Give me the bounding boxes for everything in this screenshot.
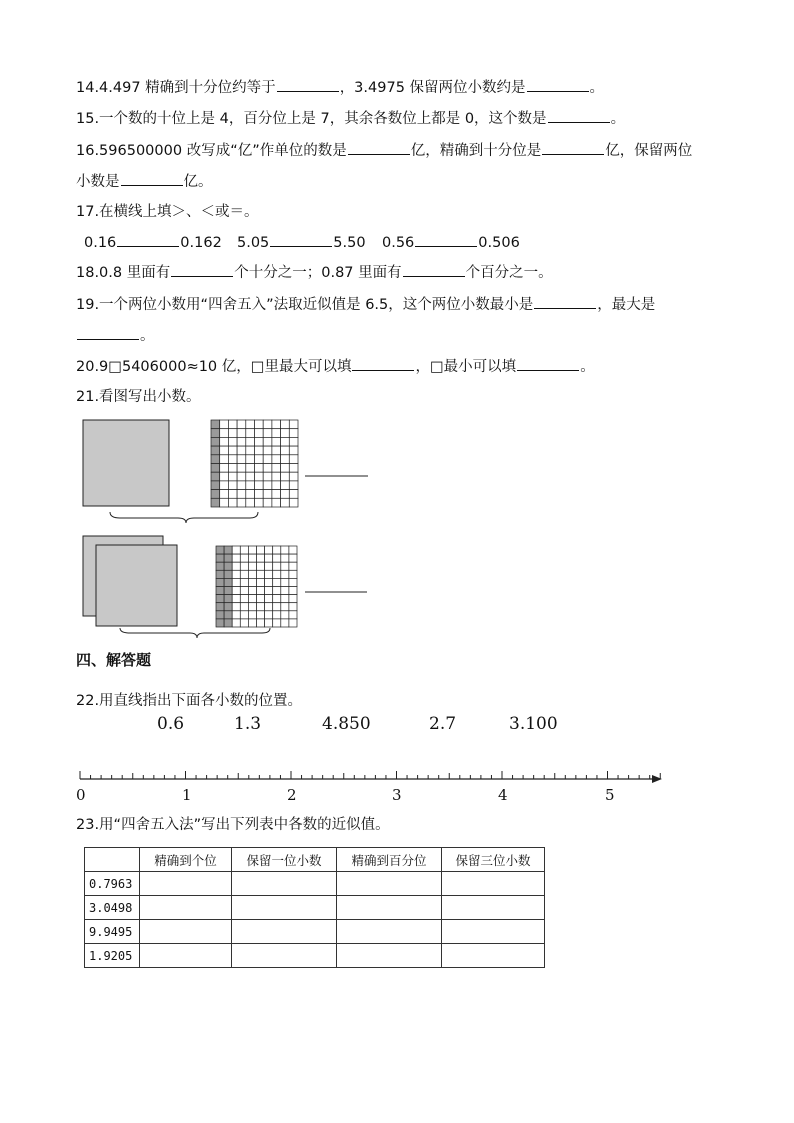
grid-cell xyxy=(228,429,237,438)
grid-cell xyxy=(237,481,246,490)
grid-cell xyxy=(232,611,240,619)
grid-cell xyxy=(224,619,232,627)
grid-cell xyxy=(220,481,229,490)
brace xyxy=(120,628,270,638)
q14-text-b: ，3.4975 保留两位小数约是 xyxy=(339,80,526,96)
answer-cell[interactable] xyxy=(442,872,545,896)
grid-cell xyxy=(257,578,265,586)
grid-cell xyxy=(237,437,246,446)
grid-cell xyxy=(263,490,272,499)
grid-cell xyxy=(265,546,273,554)
grid-cell xyxy=(257,570,265,578)
hundred-grid xyxy=(216,546,297,627)
grid-cell xyxy=(281,578,289,586)
grid-cell xyxy=(273,546,281,554)
answer-cell[interactable] xyxy=(140,896,232,920)
grid-cell xyxy=(228,464,237,473)
axis-label: 2 xyxy=(287,786,297,804)
grid-cell xyxy=(220,446,229,455)
grid-cell xyxy=(237,429,246,438)
answer-cell[interactable] xyxy=(232,896,337,920)
grid-cell xyxy=(216,619,224,627)
grid-cell xyxy=(246,429,255,438)
grid-cell xyxy=(289,570,297,578)
axis-label: 5 xyxy=(605,786,615,804)
q16-text-d: 小数是 xyxy=(76,174,120,190)
grid-cell xyxy=(272,420,281,429)
table-header: 保留一位小数 xyxy=(232,848,337,872)
q16-text-c: 亿，保留两位 xyxy=(605,143,693,159)
grid-cell xyxy=(273,554,281,562)
grid-cell xyxy=(248,546,256,554)
grid-cell xyxy=(289,498,298,507)
answer-cell[interactable] xyxy=(140,944,232,968)
grid-cell xyxy=(240,546,248,554)
grid-cell xyxy=(281,619,289,627)
grid-cell xyxy=(248,595,256,603)
row-value: 3.0498 xyxy=(85,896,140,920)
grid-cell xyxy=(237,420,246,429)
grid-cell xyxy=(289,490,298,499)
grid-cell xyxy=(281,587,289,595)
grid-cell xyxy=(272,464,281,473)
grid-cell xyxy=(263,455,272,464)
row-value: 1.9205 xyxy=(85,944,140,968)
grid-cell xyxy=(248,611,256,619)
grid-cell xyxy=(265,595,273,603)
grid-cell xyxy=(220,455,229,464)
grid-cell xyxy=(272,490,281,499)
grid-cell xyxy=(289,546,297,554)
grid-cell xyxy=(237,490,246,499)
grid-cell xyxy=(211,455,220,464)
grid-cell xyxy=(246,472,255,481)
q21-title: 21.看图写出小数。 xyxy=(76,389,201,405)
grid-cell xyxy=(255,472,264,481)
q20-text-c: 。 xyxy=(580,359,595,375)
q14-text-c: 。 xyxy=(589,80,605,96)
q19-text-a: 19.一个两位小数用“四舍五入”法取近似值是 6.5，这个两位小数最小是 xyxy=(76,297,534,313)
table-row xyxy=(85,896,545,920)
grid-cell xyxy=(211,498,220,507)
grid-cell xyxy=(232,603,240,611)
grid-cell xyxy=(265,570,273,578)
grid-cell xyxy=(237,472,246,481)
grid-cell xyxy=(255,420,264,429)
grid-cell xyxy=(257,619,265,627)
q15-text-b: 。 xyxy=(610,111,626,127)
section-title xyxy=(76,650,151,670)
decimal-number: 2.7 xyxy=(429,714,457,734)
grid-cell xyxy=(240,570,248,578)
grid-cell xyxy=(263,498,272,507)
q18-text-c: 个百分之一。 xyxy=(465,265,553,281)
grid-cell xyxy=(237,464,246,473)
grid-cell xyxy=(216,570,224,578)
table-header-row xyxy=(85,848,545,872)
grid-cell xyxy=(232,554,240,562)
grid-cell xyxy=(220,429,229,438)
grid-cell xyxy=(232,570,240,578)
grid-cell xyxy=(211,464,220,473)
grid-cell xyxy=(246,490,255,499)
approximation-table xyxy=(84,847,545,968)
grid-cell xyxy=(216,603,224,611)
grid-cell xyxy=(257,587,265,595)
grid-cell xyxy=(289,603,297,611)
grid-cell xyxy=(289,611,297,619)
grid-cell xyxy=(255,437,264,446)
grid-cell xyxy=(273,611,281,619)
q23-title: 23.用“四舍五入法”写出下列表中各数的近似值。 xyxy=(76,817,390,833)
number-line xyxy=(80,771,662,783)
grid-cell xyxy=(263,472,272,481)
q19-text-c: 。 xyxy=(140,328,155,344)
grid-cell xyxy=(248,570,256,578)
grid-cell xyxy=(220,498,229,507)
grid-cell xyxy=(216,587,224,595)
grid-cell xyxy=(211,446,220,455)
answer-cell[interactable] xyxy=(442,944,545,968)
grid-cell xyxy=(289,562,297,570)
grid-cell xyxy=(240,595,248,603)
grid-cell xyxy=(263,437,272,446)
answer-cell[interactable] xyxy=(232,872,337,896)
grid-cell xyxy=(211,490,220,499)
grid-cell xyxy=(224,570,232,578)
grid-cell xyxy=(255,464,264,473)
grid-cell xyxy=(232,546,240,554)
grid-cell xyxy=(289,420,298,429)
axis-label: 1 xyxy=(182,786,192,804)
grid-cell xyxy=(224,611,232,619)
grid-cell xyxy=(263,420,272,429)
grid-cell xyxy=(246,455,255,464)
grid-cell xyxy=(248,554,256,562)
grid-cell xyxy=(281,562,289,570)
grid-cell xyxy=(272,498,281,507)
grid-cell xyxy=(281,446,290,455)
grid-cell xyxy=(246,437,255,446)
compare-left: 5.05 xyxy=(237,235,270,251)
compare-right: 0.162 xyxy=(180,235,222,251)
grid-cell xyxy=(216,554,224,562)
grid-cell xyxy=(273,562,281,570)
grid-cell xyxy=(220,437,229,446)
grid-cell xyxy=(211,481,220,490)
grid-cell xyxy=(228,472,237,481)
grid-cell xyxy=(257,546,265,554)
table-header: 保留三位小数 xyxy=(442,848,545,872)
table-header: 精确到个位 xyxy=(140,848,232,872)
grid-cell xyxy=(265,562,273,570)
q18-text-a: 18.0.8 里面有 xyxy=(76,265,171,281)
question-22 xyxy=(76,691,302,711)
decimal-number: 4.850 xyxy=(322,714,371,734)
table-header xyxy=(85,848,140,872)
grid-cell xyxy=(281,603,289,611)
grid-cell xyxy=(216,595,224,603)
full-square xyxy=(83,420,169,506)
grid-cell xyxy=(289,464,298,473)
q20-text-a: 20.9□5406000≈10 亿，□里最大可以填 xyxy=(76,359,352,375)
grid-cell xyxy=(224,587,232,595)
grid-cell xyxy=(224,562,232,570)
grid-cell xyxy=(281,455,290,464)
grid-cell xyxy=(263,464,272,473)
compare-right: 0.506 xyxy=(478,235,520,251)
grid-cell xyxy=(255,446,264,455)
grid-cell xyxy=(289,595,297,603)
grid-cell xyxy=(281,472,290,481)
grid-cell xyxy=(281,429,290,438)
grid-cell xyxy=(257,603,265,611)
compare-right: 5.50 xyxy=(333,235,366,251)
grid-cell xyxy=(265,554,273,562)
grid-cell xyxy=(224,578,232,586)
grid-cell xyxy=(232,595,240,603)
table-row xyxy=(85,920,545,944)
section-title-text: 四、解答题 xyxy=(76,651,152,669)
grid-cell xyxy=(220,472,229,481)
q16-text-e: 亿。 xyxy=(183,174,213,190)
grid-cell xyxy=(211,429,220,438)
grid-cell xyxy=(228,420,237,429)
grid-cell xyxy=(263,446,272,455)
grid-cell xyxy=(281,570,289,578)
grid-cell xyxy=(289,578,297,586)
grid-cell xyxy=(281,595,289,603)
grid-cell xyxy=(216,611,224,619)
grid-cell xyxy=(232,587,240,595)
grid-cell xyxy=(289,472,298,481)
q17-title: 17.在横线上填＞、＜或＝。 xyxy=(76,204,259,220)
answer-cell[interactable] xyxy=(337,920,442,944)
grid-cell xyxy=(265,603,273,611)
grid-cell xyxy=(216,546,224,554)
decimal-number: 0.6 xyxy=(157,714,185,734)
grid-cell xyxy=(257,611,265,619)
grid-cell xyxy=(281,546,289,554)
compare-left: 0.56 xyxy=(382,235,415,251)
grid-cell xyxy=(246,498,255,507)
grid-cell xyxy=(228,498,237,507)
row-value: 0.7963 xyxy=(85,872,140,896)
grid-cell xyxy=(289,619,297,627)
grid-cell xyxy=(257,554,265,562)
answer-cell[interactable] xyxy=(140,872,232,896)
q20-text-b: ，□最小可以填 xyxy=(415,359,517,375)
axis-label: 0 xyxy=(76,786,86,804)
table-header: 精确到百分位 xyxy=(337,848,442,872)
grid-cell xyxy=(289,481,298,490)
answer-cell[interactable] xyxy=(337,896,442,920)
q18-text-b: 个十分之一；0.87 里面有 xyxy=(234,265,402,281)
grid-cell xyxy=(232,562,240,570)
q22-title: 22.用直线指出下面各小数的位置。 xyxy=(76,693,303,709)
grid-cell xyxy=(257,595,265,603)
grid-cell xyxy=(273,595,281,603)
grid-cell xyxy=(246,464,255,473)
grid-cell xyxy=(240,619,248,627)
grid-cell xyxy=(248,619,256,627)
grid-cell xyxy=(232,619,240,627)
answer-cell[interactable] xyxy=(337,872,442,896)
grid-cell xyxy=(240,562,248,570)
grid-cell xyxy=(246,446,255,455)
grid-cell xyxy=(255,455,264,464)
grid-cell xyxy=(263,481,272,490)
grid-cell xyxy=(289,437,298,446)
grid-cell xyxy=(246,481,255,490)
grid-cell xyxy=(224,554,232,562)
grid-cell xyxy=(281,611,289,619)
grid-cell xyxy=(224,546,232,554)
grid-cell xyxy=(228,455,237,464)
grid-cell xyxy=(211,472,220,481)
answer-cell[interactable] xyxy=(140,920,232,944)
brace xyxy=(110,512,258,523)
row-value: 9.9495 xyxy=(85,920,140,944)
grid-cell xyxy=(228,481,237,490)
grid-cell xyxy=(281,481,290,490)
grid-cell xyxy=(228,437,237,446)
grid-cell xyxy=(265,587,273,595)
grid-cell xyxy=(272,437,281,446)
grid-cell xyxy=(289,587,297,595)
grid-cell xyxy=(272,472,281,481)
grid-cell xyxy=(281,437,290,446)
grid-cell xyxy=(255,490,264,499)
q15-text-a: 15.一个数的十位上是 4，百分位上是 7，其余各数位上都是 0，这个数是 xyxy=(76,111,547,127)
grid-cell xyxy=(273,619,281,627)
grid-cell xyxy=(281,420,290,429)
grid-cell xyxy=(273,570,281,578)
decimal-number: 3.100 xyxy=(509,714,558,734)
answer-cell[interactable] xyxy=(442,920,545,944)
grid-cell xyxy=(272,481,281,490)
grid-cell xyxy=(228,446,237,455)
grid-cell xyxy=(211,420,220,429)
compare-left: 0.16 xyxy=(84,235,117,251)
grid-cell xyxy=(232,578,240,586)
grid-cell xyxy=(220,464,229,473)
grid-cell xyxy=(228,490,237,499)
grid-cell xyxy=(273,603,281,611)
grid-cell xyxy=(255,429,264,438)
grid-cell xyxy=(289,446,298,455)
answer-cell[interactable] xyxy=(442,896,545,920)
axis-label: 4 xyxy=(498,786,508,804)
grid-cell xyxy=(248,587,256,595)
grid-cell xyxy=(289,429,298,438)
grid-cell xyxy=(281,464,290,473)
answer-cell[interactable] xyxy=(232,920,337,944)
grid-cell xyxy=(248,603,256,611)
grid-cell xyxy=(211,437,220,446)
grid-cell xyxy=(281,498,290,507)
grid-cell xyxy=(216,562,224,570)
grid-cell xyxy=(272,446,281,455)
q16-text-b: 亿，精确到十分位是 xyxy=(410,143,542,159)
grid-cell xyxy=(224,603,232,611)
answer-cell[interactable] xyxy=(232,944,337,968)
grid-cell xyxy=(273,587,281,595)
grid-cell xyxy=(248,578,256,586)
grid-cell xyxy=(273,578,281,586)
grid-cell xyxy=(237,455,246,464)
grid-cell xyxy=(281,554,289,562)
hundred-grid xyxy=(211,420,298,507)
axis-label: 3 xyxy=(392,786,402,804)
grid-cell xyxy=(265,578,273,586)
grid-cell xyxy=(240,554,248,562)
grid-cell xyxy=(237,498,246,507)
answer-cell[interactable] xyxy=(337,944,442,968)
grid-cell xyxy=(246,420,255,429)
grid-cell xyxy=(240,603,248,611)
grid-cell xyxy=(237,446,246,455)
grid-cell xyxy=(220,420,229,429)
question-23 xyxy=(76,815,390,835)
grid-cell xyxy=(255,481,264,490)
grid-cell xyxy=(240,611,248,619)
grid-cell xyxy=(263,429,272,438)
q19-text-b: ，最大是 xyxy=(597,297,656,313)
grid-cell xyxy=(265,619,273,627)
table-row xyxy=(85,944,545,968)
grid-cell xyxy=(272,429,281,438)
grid-cell xyxy=(224,595,232,603)
grid-cell xyxy=(257,562,265,570)
grid-cell xyxy=(240,587,248,595)
grid-cell xyxy=(281,490,290,499)
q14-text-a: 14.4.497 精确到十分位约等于 xyxy=(76,80,276,96)
full-square-front xyxy=(96,545,177,626)
grid-cell xyxy=(265,611,273,619)
grid-cell xyxy=(220,490,229,499)
grid-cell xyxy=(248,562,256,570)
grid-cell xyxy=(289,554,297,562)
decimal-number: 1.3 xyxy=(234,714,262,734)
grid-cell xyxy=(255,498,264,507)
q16-text-a: 16.596500000 改写成“亿”作单位的数是 xyxy=(76,143,347,159)
table-row xyxy=(85,872,545,896)
grid-cell xyxy=(289,455,298,464)
grid-cell xyxy=(216,578,224,586)
grid-cell xyxy=(272,455,281,464)
grid-cell xyxy=(240,578,248,586)
